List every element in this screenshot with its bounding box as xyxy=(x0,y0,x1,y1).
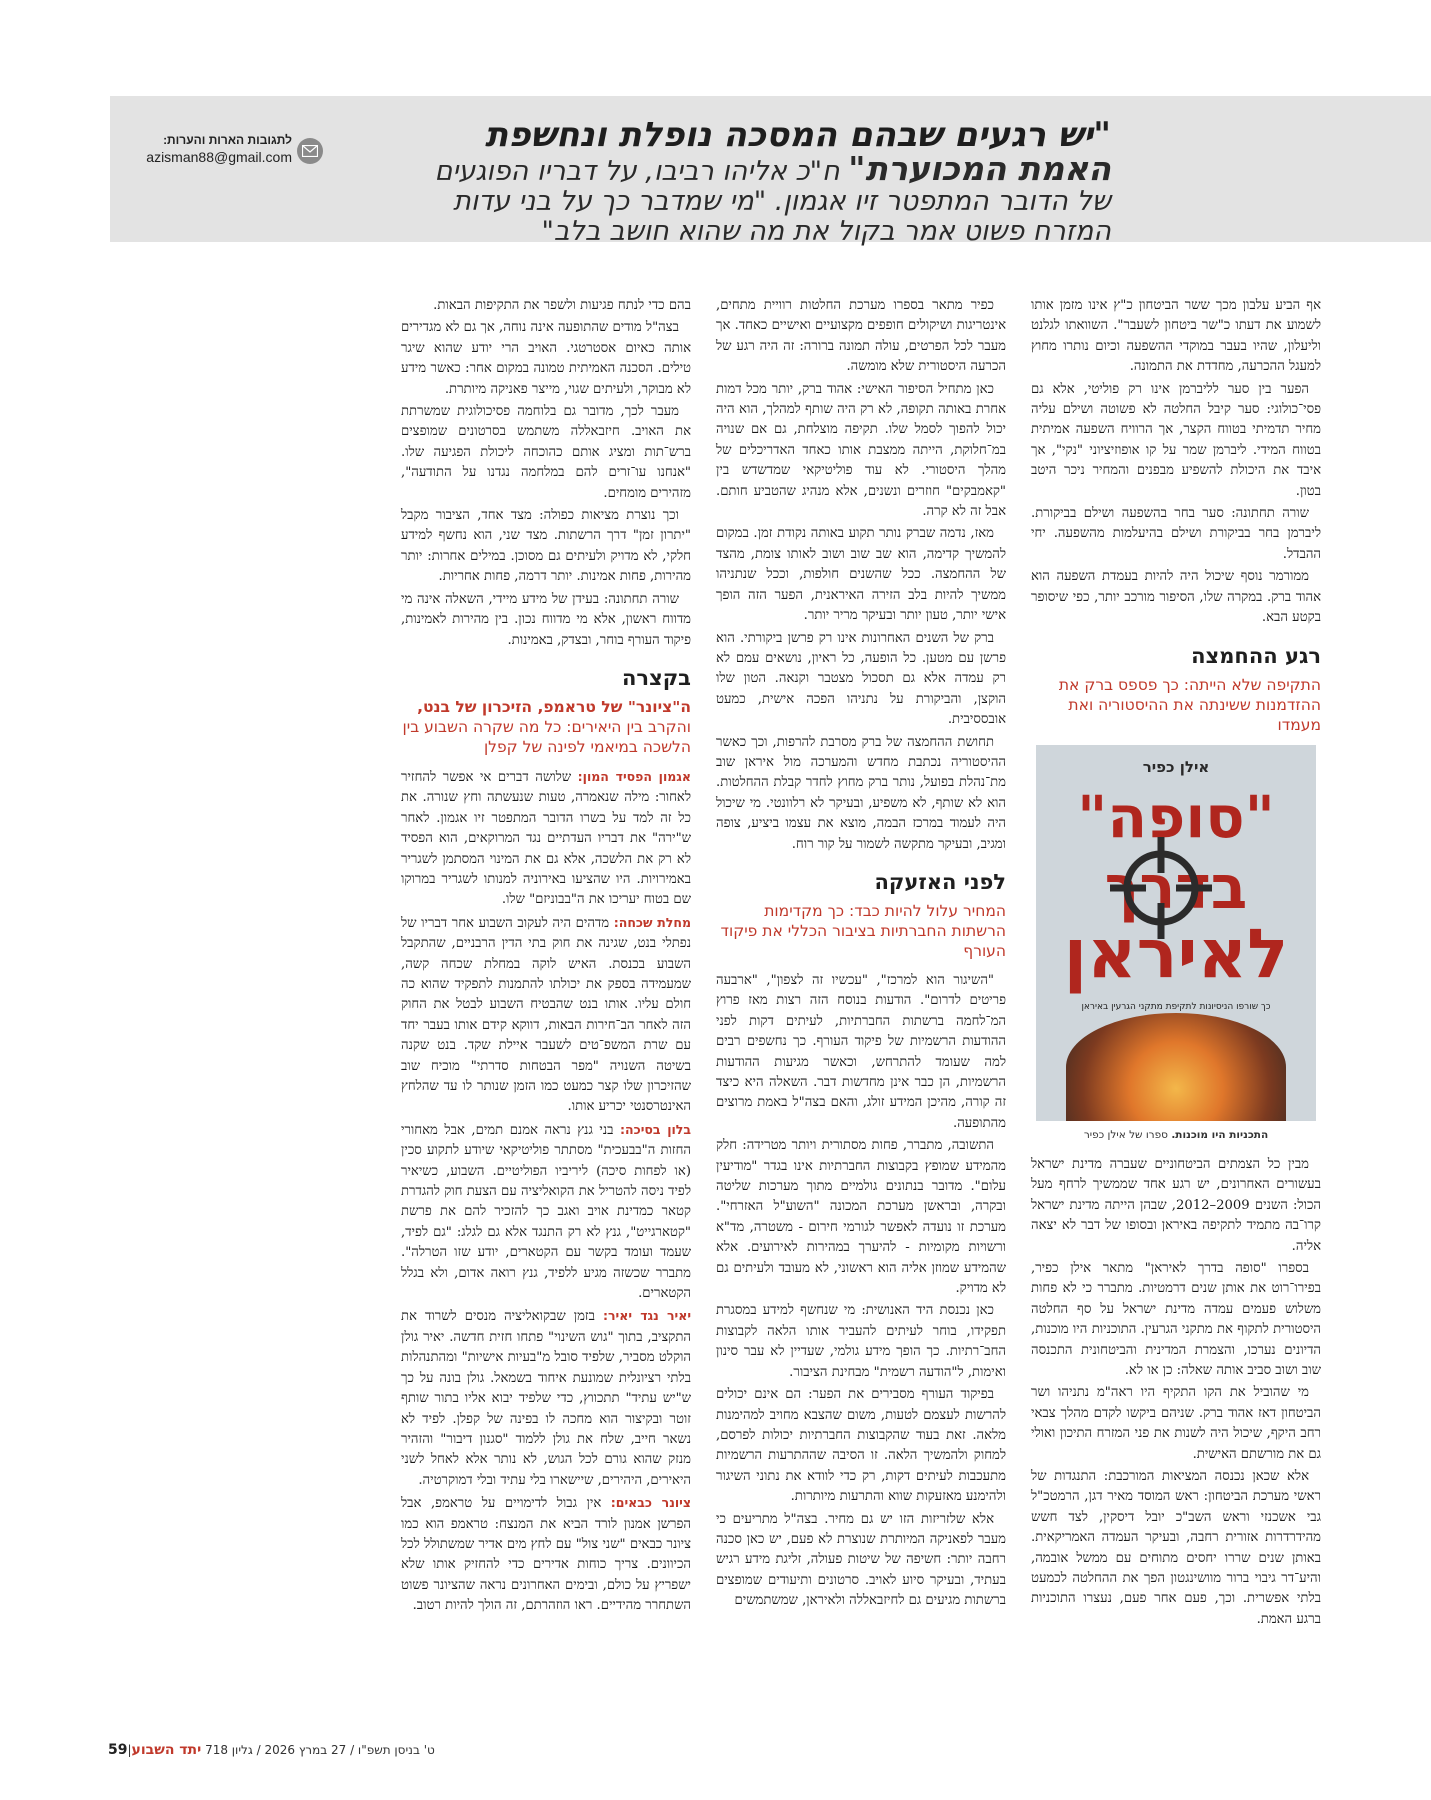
book-blurb: כך שורפו הניסיונות לתקיפת מתקני הגרעין באיראן xyxy=(1081,1001,1271,1012)
book-title-2: בדרך xyxy=(1104,852,1248,923)
paragraph: ממורמר נוסף שיכול היה להיות בעמדת השפעה הוא אהוד ברק. במקרה שלו, הסיפור מורכב יותר, כפי שיסופר בקטע הבא. xyxy=(1031,569,1321,626)
brief-tag: בלון בסיכה: xyxy=(620,1121,691,1137)
book-cover-image xyxy=(1036,745,1316,1121)
kicker-rest: והקרב בין היאירים: כל מה שקרה השבוע בין הלשכה במיאמי לפינה של קפלן xyxy=(402,717,691,756)
paragraph: "השיגור הוא למרכז", "עכשיו זה לצפון", "ארבעה פריטים לדרום". הודעות בנוסח הזה רצות מאז פרוץ המ־לחמה ברשתות החברתיות, לעיתים דקות לפני ההודעות הרשמיות של פיקוד העורף. כך נחשפים רבים למה שעומד להתרחש, וכאשר מגיעות ההודעות הרשמיות, הן כבר אינן מחדשות דבר. השאלה היא כיצד זה קורה, מהיכן המידע זולג, והאם בצה"ל באמת מרוצים מהתופעה. xyxy=(716,972,1006,1131)
contact-email[interactable]: azisman88@gmail.com xyxy=(146,149,292,165)
paragraph: כאן מתחיל הסיפור האישי: אהוד ברק, יותר מכל דמות אחרת באותה תקופה, לא רק היה שותף למהלך, הוא היה יכול להפוך לסמל שלו. תקיפה מוצלחת, גם אם שנויה במ־חלוקת, הייתה ממצבת אותו כאחד האדריכלים של מהלך היסטורי. לא עוד פוליטיקאי שמדשדש בין "קאמבקים" חוזרים ונשנים, אלא מנהיג שהטביע חותם. אבל זה לא קרה. xyxy=(716,381,1006,520)
kicker-bold: ה"ציונר" של טראמפ, הזיכרון של בנט, xyxy=(417,697,691,716)
image-caption xyxy=(1031,1125,1321,1145)
headline-line-2-rest: ח"כ אליהו רביבו, על דבריו הפוגעים xyxy=(434,156,849,187)
paragraph: בצה"ל מודים שהתופעה אינה נוחה, אך גם לא מגדירים אותה כאיום אסטרטגי. האויב הרי יודע שהוא שיגר טילים. הסכנה האמיתית טמונה במקום אחר: כאשר מידע לא מבוקר, ולעיתים שגוי, מייצר פאניקה מיותרת. xyxy=(401,320,691,397)
column-2 xyxy=(716,296,1006,1614)
brief-item xyxy=(401,1493,691,1616)
headline-line-1: "יש רגעים שבהם המסכה נופלת ונחשפת xyxy=(485,115,1111,155)
column-3 xyxy=(401,296,691,1619)
section-heading-before-alarm: לפני האזעקה xyxy=(874,869,1006,894)
headline-line-3: של הדובר המתפטר זיו אגמון. "מי שמדבר כך על בני עדות xyxy=(453,186,1111,217)
section-heading-briefly: בקצרה xyxy=(621,665,691,690)
explosion-image xyxy=(1066,1013,1286,1121)
caption-bold: התכניות היו מוכנות. xyxy=(1171,1128,1269,1141)
brief-text: בזמן שבקואליציה מנסים לשרוד את התקציב, בתוך "גוש השינוי" פתחו חזית חדשה. יאיר גולן הוקלט מסביר, שלפיד סובל מ"בעיות אישיות" ומהתנהלות בלתי רציונלית שמונעת איחוד בשמאל. גולן בונה על כך ש"יש עתיד" תתכווץ, כדי שלפיד יבוא אליו בתור שותף זוטר ובקיצור הוא מחכה לו בפינה של קפלן. לפיד לא נשאר חייב, שלח את גולן ללמוד "סגנון דיבור" והזהיר מנזק שהוא גורם לכל הגוש, לא נותר אלא לאחל לשני היאירים, היהירים, שיישארו בלי עתיד ובלי דמוקרטיה. xyxy=(401,1309,691,1488)
paragraph: בפיקוד העורף מסבירים את הפער: הם אינם יכולים להרשות לעצמם לטעות, משום שהצבא מחויב למהימנות מלאה. זאת בעוד שהקבוצות החברתיות יכולות לפרסם, למחוק ולהמשיך הלאה. זו הסיבה שההתרעות הרשמיות מתעכבות לעיתים דקות, רק כדי לוודא את נתוני השיגור ולהימנע מאזעקות שווא והתרעות מיותרות. xyxy=(716,1387,1006,1505)
paragraph: בספרו "סופה בדרך לאיראן" מתאר אילן כפיר, בפירו־רוט את אותן שנים דרמטיות. מתברר כי לא פחות משלוש פעמים עמדה מדינת ישראל על סף החלטה היסטורית לתקוף את מתקני הגרעין. התוכניות היו מוכנות, הדיונים נערכו, והצמרת המדינית והביטחונית התכנסה שוב ושוב סביב אותה שאלה: כן או לא. xyxy=(1031,1260,1321,1378)
brief-tag: מחלת שכחה: xyxy=(613,914,691,930)
brief-item xyxy=(401,1120,691,1305)
section-kicker: המחיר עלול להיות כבד: כך מקדימות הרשתות החברתיות בציבור הכללי את פיקוד העורף xyxy=(720,901,1006,960)
book-title-3: לאיראן xyxy=(1063,914,1289,994)
paragraph: מבין כל הצמתים הביטחוניים שעברה מדינת ישראל בעשורים האחרונים, יש רגע אחד שממשיך לרחף מעל הכול: השנים 2009–2012, שבהן הייתה מדינת ישראל קרו־בה מתמיד לתקיפה באיראן ובסופו של דבר לא יצאה אליה. xyxy=(1031,1156,1321,1254)
book-author: אילן כפיר xyxy=(1142,757,1210,776)
paragraph: מי שהוביל את הקו התקיף היו ראה"מ נתניהו ושר הביטחון דאז אהוד ברק. שניהם ביקשו לקדם מהלך צבאי רחב היקף, שיכול היה לשנות את פני המזרח התיכון ואולי גם את מורשתם האישית. xyxy=(1031,1385,1321,1462)
brand-logo: יתד השבוע xyxy=(131,1742,202,1758)
paragraph: התשובה, מתברר, פחות מסתורית ויותר מטרידה: חלק מהמידע שמופץ בקבוצות החברתיות אינו בגדר "מודיעין עלום". מדובר בנתונים גולמיים מתוך מערכות שליטה ובקרה, ובראשן מערכת המכונה "השוע"ל האזרחי". מערכת זו נועדה לאפשר לגורמי חירום - משטרה, מד"א ורשויות מקומיות - להיערך במהירות לאירועים. אלא שהמידע שמוזן אליה הוא ראשוני, לא מעובד ולעיתים גם לא מדויק. xyxy=(716,1138,1006,1297)
paragraph: אלא שלזריזות הזו יש גם מחיר. בצה"ל מתריעים כי מעבר לפאניקה המיותרת שנוצרת לא פעם, יש כאן סכנה רחבה יותר: חשיפה של שיטות פעולה, זליגת מידע רגיש בעתיד, ובעיקר סיוע לאויב. סרטונים ותיעודים שמופצים ברשתות מגיעים גם לחיזבאללה ולאיראן, שמשתמשים xyxy=(716,1511,1006,1609)
paragraph: בהם כדי לנתח פגיעות ולשפר את התקיפות הבאות. xyxy=(433,298,691,313)
caption-rest: ספרו של אילן כפיר xyxy=(1083,1128,1172,1141)
paragraph: מאז, נדמה שברק נותר תקוע באותה נקודת זמן. במקום להמשיך קדימה, הוא שב שוב ושוב לאותו צומת, מהצד של ההחמצה. ככל שהשנים חולפות, וככל שנתניהו ממשיך להיות בלב הזירה האיראנית, הפער הזה הופך אישי יותר, טעון יותר ובעיקר מריר יותר. xyxy=(716,526,1006,624)
headline-line-2 xyxy=(231,149,1111,188)
paragraph: ברק של השנים האחרונות אינו רק פרשן ביקורתי. הוא פרשן עם מטען. כל הופעה, כל ראיון, נושאים עמם לא רק עמדה אלא גם תסכול מצטבר וקנאה. הטון שלו הוקצן, והביקורת על נתניהו הפכה אישית, כמעט אובססיבית. xyxy=(716,630,1006,728)
brief-tag: ציונר כבאים: xyxy=(610,1495,691,1511)
paragraph: תחושת ההחמצה של ברק מסרבת להרפות, וכך כאשר ההיסטוריה נכתבת מחדש והמערכה מול איראן שוב מת־נהלת בפועל, נותר ברק מחוץ לחדר קבלת ההחלטות. הוא לא שותף, לא משפיע, ובעיקר לא רלוונטי. מי שיכול היה לעמוד במרכז הבמה, מוצא את עצמו ביציע, צופה ומגיב, ובעיקר מתקשה לשמור על קור רוח. xyxy=(716,734,1006,852)
brief-item xyxy=(401,1306,691,1491)
headline-line-4: המזרח פשוט אמר בקול את מה שהוא חושב בלב" xyxy=(541,216,1111,247)
paragraph: שורה תחתונה: סער בחר בהשפעה ושילם בביקורת. ליברמן בחר בביקורת ושילם בהיעלמות מהשפעה. יחי ההבדל. xyxy=(1031,506,1321,562)
brief-item xyxy=(401,913,691,1118)
paragraph: כאן נכנסת היד האנושית: מי שנחשף למידע במסגרת תפקידו, בוחר לעיתים להעביר אותו הלאה לקבוצות החב־רתיות. כך הופך מידע גולמי, שעדיין לא עבר סינון ואימות, ל"הודעה רשמית" מבחינת הציבור. xyxy=(716,1303,1006,1380)
brief-text: שלושה דברים אי אפשר להחזיר לאחור: מילה שנאמרה, טעות שנעשתה וחץ שנורה. את כל זה למד על בשרו הדובר המתפטר זיו אגמון. לאחר ש"ירה" את דבריו העדתיים נגד המרוקאים, הוא הפסיד לא רק את הלשכה, אלא גם את המינוי המסתמן לשגריר באמירויות. היו שהציעו באירוניה למנותו לשגריר במרוקו שם בטוח יעריכו את ה"בבוניזם" שלו. xyxy=(401,769,691,908)
headline-line-2-bold: האמת המכוערת" xyxy=(848,149,1111,188)
headline-quote xyxy=(231,116,1111,247)
section-kicker: התקיפה שלא הייתה: כך פספס ברק את ההזדמנות ששינתה את ההיסטוריה ואת מעמדו xyxy=(1058,675,1321,734)
brief-tag: אגמון הפסיד המון: xyxy=(577,768,691,784)
paragraph: כפיר מתאר בספרו מערכת החלטות רוויית מתחים, אינטריגות ושיקולים חופפים מקצועיים ואישיים כאחד. אך מעבר לכל הפרטים, עולה תמונה ברורה: זה היה רגע של הכרעה היסטורית שלא מומשה. xyxy=(716,298,1006,375)
brief-text: מדהים היה לעקוב השבוע אחר דבריו של נפתלי בנט, שגינה את חוק בתי הדין הרבניים, שהתקבל השבוע בכנסת. האיש לוקה במחלת שכחה קשה, שמעמידה בספק את יכולתו להתמנות לתפקיד שהוא כה חולם עליו. אותו בנט שהבטיח השבוע לבטל את החוק הזה לאחר הב־חירות הבאות, דווקא קידם אותו בעבר יחד עם שרת המשפ־טים לשעבר איילת שקד. בנט שקנה בשיטה השנויה "מפר הבטחות סדרתי" מוכיח שוב שהזיכרון שלו קצר כמעט כמו הזמן שנותר לו עד שהלחץ האינטרסנטי יכריע אותו. xyxy=(401,915,691,1115)
book-title-1: "סופה" xyxy=(1077,782,1275,851)
brief-text: בני גנץ נראה אמנם תמים, אבל מאחורי החזות ה"בבעכית" מסתתר פוליטיקאי שיודע לתקוע סכין (או לפחות סיכה) ליריביו הפוליטיים. השבוע, כשיאיר לפיד ניסה להטריל את הקואליציה עם הצעת חוק להגדרת קטאר כמדינת אויב ואגב כך להזכיר להם את פרשת "קטארגייט", גנץ לא רק התנגד אלא גם לגלג: "גם לפיד, שעמד ועומד בקשר עם הקטארים, יודע שזו הטרלה". מתברר שכשזה מגיע ללפיד, גנץ רואה אדום, ולא בגלל הקטארים. xyxy=(401,1122,691,1302)
paragraph: אף הביע עלבון מכך ששר הביטחון כ"ץ אינו מזמן אותו לשמוע את דעתו כ"שר ביטחון לשעבר". השוואתו לגלנט וליעלון, שהיו בעבר במוקדי ההשפעה וכיום נותרו מחוץ למעגל ההכרעה, מחדדת את התמונה. xyxy=(1031,298,1321,375)
column-1 xyxy=(1031,296,1321,1632)
section-heading-missed-moment: רגע ההחמצה xyxy=(1191,643,1321,668)
paragraph: שורה תחתונה: בעידן של מידע מיידי, השאלה אינה מי מדווח ראשון, אלא מי מדווח נכון. בין מהירות לאמינות, פיקוד העורף בוחר, ובצדק, באמינות. xyxy=(401,591,691,648)
brief-tag: יאיר נגד יאיר: xyxy=(603,1308,691,1324)
paragraph: וכך נוצרת מציאות כפולה: מצד אחד, הציבור מקבל "יתרון זמן" דרך הרשתות. מצד שני, הוא נחשף למידע חלקי, לא מדויק ולעיתים גם מסוכן. במילים אחרות: יותר מהירות, פחות אמינות. יותר דרמה, פחות אחריות. xyxy=(401,508,691,585)
page-number: 59 xyxy=(108,1742,128,1758)
paragraph: הפער בין סער לליברמן אינו רק פוליטי, אלא גם פסי־כולוגי: סער קיבל החלטה לא פשוטה ושילם עליה מחיר תדמיתי בטווח הקצר, אך הרוויח השפעה אמיתית בטווח המידי. ליברמן שמר על קו אופוזיציוני "נקי", אך איבד את היכולת להשפיע מבפנים והמחיר ניכר היטב בטון. xyxy=(1031,381,1321,499)
brief-text: אין גבול לדימויים על טראמפ, אבל הפרשן אמנון לורד הביא את המנצח: טראמפ הוא כמו ציונר כבאים "שני צול" עם לחץ מים אדיר שמשתולל לכל הכיוונים. צריך כוחות אדירים כדי להחזיק אותו שלא ישפריץ על כולם, ובימים האחרונים נראה שהציונר פשוט השתחרר מהידיים. ראו הוזהרתם, זה הולך להיות רטוב. xyxy=(401,1496,691,1614)
section-kicker xyxy=(401,697,691,757)
paragraph: מעבר לכך, מדובר גם בלוחמה פסיכולוגית שמשרתת את האויב. חיזבאללה משתמש בסרטונים שמופצים ברש־תות ומציג אותם כהוכחה ליכולת הפגיעה שלו. "אנחנו עו־זרים להם במלחמה נגדנו על התודעה", מזהירים מומחים. xyxy=(401,404,691,501)
paragraph: אלא שכאן נכנסה המציאות המורכבת: התנגדות של ראשי מערכת הביטחון: ראש המוסד מאיר דגן, הרמטכ"ל גבי אשכנזי וראש השב"כ יובל דיסקין, לצד חשש מהידרדרות אזורית רחבה, ובעיקר העמדה האמריקאית. באותן שנים שררו יחסים מתוחים עם ממשל אובמה, והיע־דר גיבוי ברור מוושינגטון הפך את ההחלטה לכמעט בלתי אפשרית. וכך, פעם אחר פעם, נעצרו התוכניות ברגע האמת. xyxy=(1031,1469,1321,1627)
crosshair-icon xyxy=(1106,833,1216,943)
issue-info: ט' בניסן תשפ"ו / 27 במרץ 2026 / גליון 718 xyxy=(205,1743,435,1757)
contact-label: לתגובות הארות והערות: xyxy=(163,133,292,147)
brief-item xyxy=(401,767,691,911)
page-footer: ט' בניסן תשפ"ו / 27 במרץ 2026 / גליון 718 יתד השבוע|59 xyxy=(108,1742,435,1758)
